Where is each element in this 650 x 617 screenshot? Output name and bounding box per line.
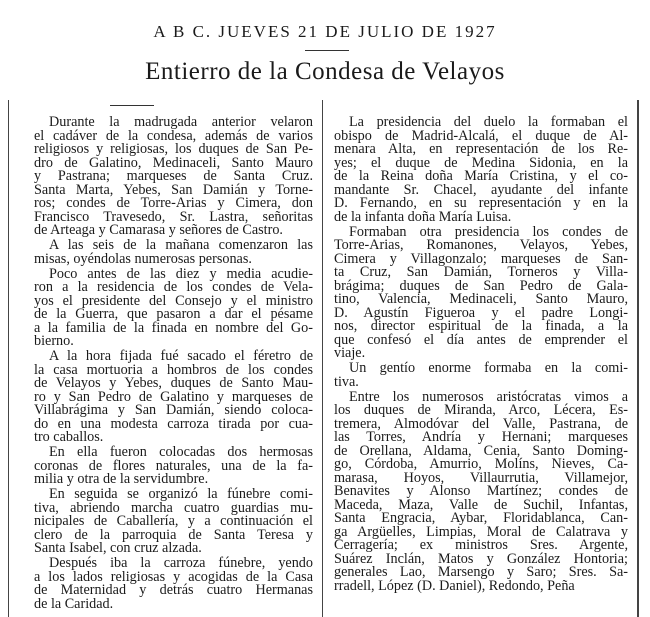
text-line: Benavites y Alonso Martínez; condes de: [334, 483, 628, 499]
text-line: Villabrágima y San Damián, siendo coloca-: [34, 402, 313, 418]
text-line: yes; el duque de Medina Sidonia, en la: [334, 154, 628, 171]
article-paragraph: [34, 239, 313, 266]
text-line: tiva, abriendo marcha cuatro guardias mu-: [34, 499, 313, 516]
text-line: de la Caridad.: [34, 595, 114, 612]
text-line: Formaban otra presidencia los condes de: [349, 223, 628, 240]
text-line: Después iba la carroza fúnebre, yendo: [49, 555, 313, 571]
text-line: tremera, Almodóvar del Valle, Pastrana, de: [334, 415, 628, 432]
text-line: generales Lao, Marsengo y Saro; Sres. Sa-: [334, 564, 628, 580]
text-line: tro caballos.: [34, 429, 104, 445]
article-title: Entierro de la Condesa de Velayos: [145, 58, 505, 85]
text-line: y Pastrana; marqueses de Santa Cruz.: [34, 168, 313, 184]
article-paragraph: [34, 488, 313, 556]
article-paragraph: [334, 388, 628, 594]
text-line: misas, oyéndolas numerosas personas.: [34, 250, 252, 267]
text-line: nicipales de Caballería, y a continuación el: [34, 513, 313, 529]
text-line: a los lados religiosas y acogidas de la Casa: [34, 568, 313, 585]
text-line: obispo de Madrid-Alcalá, el duque de Al-: [334, 127, 628, 144]
text-line: menara Alta, en representación de los Re-: [334, 141, 628, 157]
text-line: ro y San Pedro de Galatino y marqueses de: [34, 388, 313, 405]
text-line: ron a la residencia de los condes de Vela-: [34, 279, 313, 295]
text-line: Santa Engracia, Aybar, Floridablanca, Can-: [334, 510, 628, 526]
text-line: do en una modesta carroza tirada por cua-: [34, 415, 313, 432]
text-line: a la familia de la finada en nombre del Go-: [34, 319, 313, 336]
text-line: que confesó el día antes de emprender el: [334, 331, 628, 348]
text-line: milia y otra de la servidumbre.: [34, 471, 209, 487]
text-line: de la infanta doña María Luisa.: [334, 208, 512, 225]
text-line: clero de la parroquia de Santa Teresa y: [34, 526, 313, 543]
text-line: ros; condes de Torre-Arias y Cimera, don: [34, 195, 313, 211]
text-line: Francisco Travesedo, Sr. Lastra, señoritas: [34, 208, 313, 225]
article-paragraph: [34, 557, 313, 611]
text-line: Cimera y Villagonzalo; marqueses de San-: [334, 250, 628, 267]
text-line: marasa, Hoyos, Villaurrutia, Villamejor,: [334, 469, 628, 486]
text-line: Maceda, Maza, Valle de Suchil, Infantas,: [334, 496, 628, 513]
text-line: yos el presidente del Consejo y el ministro: [34, 292, 313, 309]
article-column-right: [334, 116, 628, 595]
text-line: A las seis de la mañana comenzaron las: [49, 237, 313, 253]
text-line: religiosos y religiosas, los duques de San Pe-: [34, 141, 313, 157]
text-line: de la Reina doña María Cristina, y el co-: [334, 168, 628, 184]
column-rule-left: [8, 100, 9, 617]
article-paragraph: [334, 116, 628, 224]
text-line: brágima; duques de San Pedro de Gala-: [334, 277, 628, 294]
article-paragraph: [334, 362, 628, 389]
text-line: de Maternidad y detrás cuatro Hermanas: [34, 582, 313, 598]
text-line: dro de Galatino, Medinaceli, Santo Mauro: [34, 154, 313, 171]
text-line: A la hora fijada fué sacado el féretro de: [49, 348, 313, 364]
article-paragraph: [34, 265, 313, 349]
text-line: ta Cruz, San Damián, Torneros y Villa-: [334, 264, 628, 280]
masthead-divider: [305, 50, 349, 51]
text-line: Cerragería; ex ministros Sres. Argente,: [334, 537, 628, 553]
text-line: Santa Isabel, con cruz alzada.: [34, 540, 202, 556]
text-line: Poco antes de las diez y media acudie-: [49, 265, 313, 282]
text-line: Un gentío enorme formaba en la comi-: [349, 360, 628, 376]
article-column-left: [34, 116, 313, 613]
text-line: Santa Marta, Yebes, San Damián y Torne-: [34, 181, 313, 198]
article-paragraph: [34, 350, 313, 445]
text-line: La presidencia del duelo la formaban el: [349, 114, 628, 130]
text-line: de Velayos y Yebes, duques de Santo Mau-: [34, 375, 313, 391]
title-divider: [110, 105, 154, 106]
column-rule-middle: [322, 100, 323, 617]
text-line: coronas de flores naturales, una de la fa-: [34, 457, 313, 474]
text-line: tino, Valencia, Medinaceli, Santo Mauro,: [334, 291, 628, 307]
text-line: el cadáver de la condesa, además de varios: [34, 127, 313, 144]
text-line: ga Argüelles, Limpias, Moral de Calatrava y: [334, 523, 628, 540]
text-line: bierno.: [34, 333, 74, 349]
article-paragraph: [34, 116, 313, 238]
text-line: viaje.: [334, 345, 366, 361]
text-line: En ella fueron colocadas dos hermosas: [49, 444, 313, 460]
text-line: Torre-Arias, Romanones, Velayos, Yebes,: [334, 237, 628, 253]
text-line: D. Agustín Figueroa y el padre Longi-: [334, 304, 628, 321]
text-line: rradell, López (D. Daniel), Redondo, Peña: [334, 577, 575, 594]
article-paragraph: [34, 446, 313, 487]
text-line: las Torres, Andría y Hernani; marqueses: [334, 429, 628, 445]
text-line: nos, director espiritual de la finada, a la: [334, 318, 628, 334]
text-line: D. Fernando, en su representación y en la: [334, 195, 628, 211]
text-line: de la Guerra, que pasaron a dar el pésame: [34, 306, 313, 322]
text-line: Entre los numerosos aristócratas vimos a: [349, 388, 628, 405]
text-line: los duques de Miranda, Arco, Lécera, Es-: [334, 402, 628, 418]
text-line: tiva.: [334, 373, 359, 390]
text-line: En seguida se organizó la fúnebre comi-: [49, 486, 313, 502]
text-line: mandante Sr. Chacel, ayudante del infante: [334, 181, 628, 198]
text-line: la casa mortuoria a hombros de los condes: [34, 361, 313, 378]
newspaper-masthead: A B C. JUEVES 21 DE JULIO DE 1927: [153, 22, 497, 41]
text-line: Suárez Inclán, Matos y González Hontoria;: [334, 550, 628, 567]
column-rule-right: [637, 100, 639, 617]
text-line: de Orellana, Aldama, Cenia, Santo Doming-: [334, 442, 628, 459]
text-line: Durante la madrugada anterior velaron: [49, 114, 313, 130]
article-paragraph: [334, 223, 628, 361]
text-line: de Arteaga y Camarasa y señores de Castro.: [34, 222, 283, 238]
text-line: go, Córdoba, Amurrio, Molíns, Nieves, Ca-: [334, 456, 628, 472]
